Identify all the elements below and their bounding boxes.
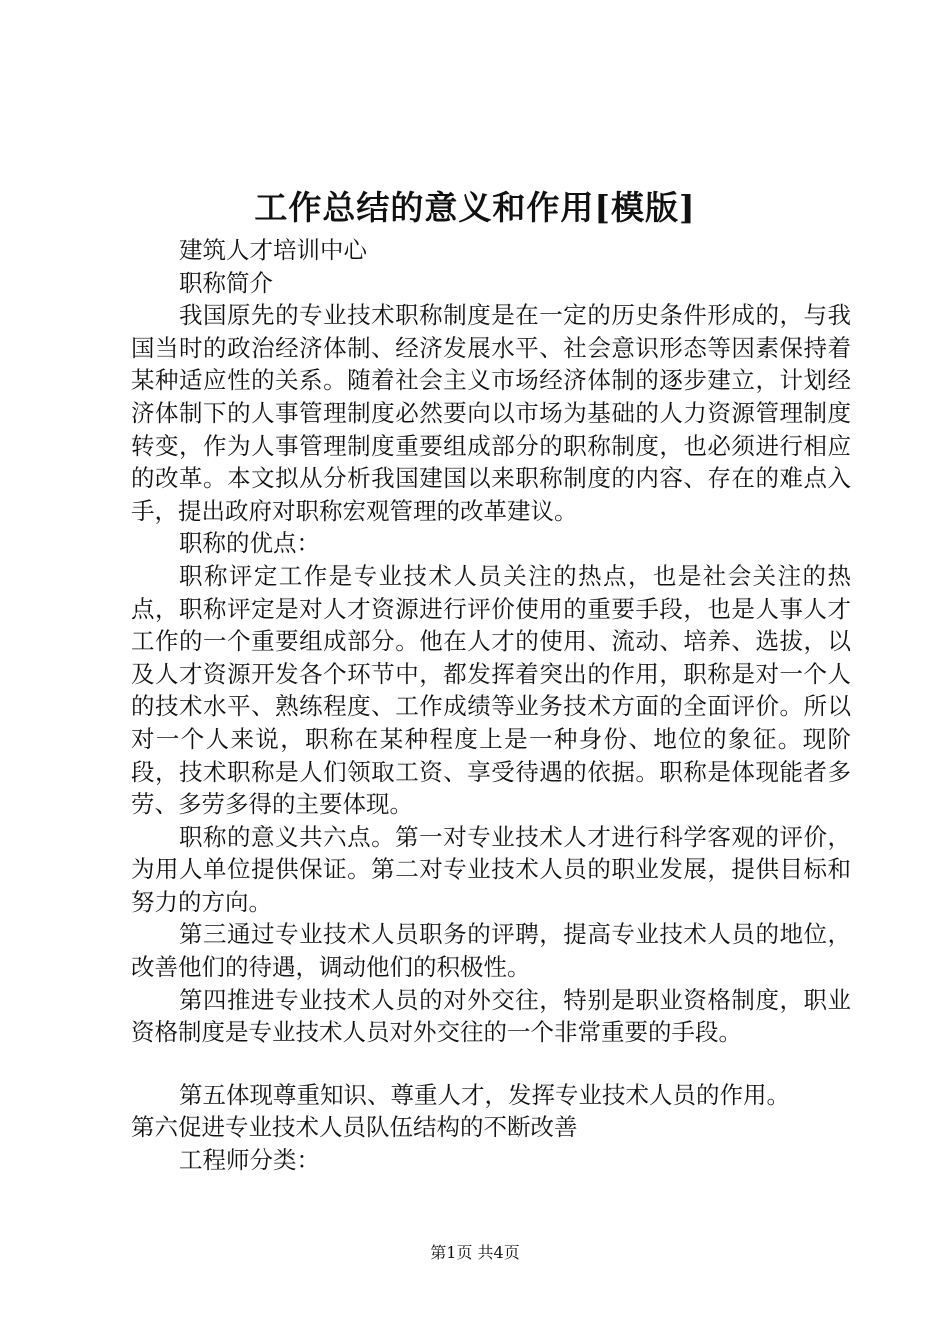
paragraph-significance-6: 第六促进专业技术人员队伍结构的不断改善 [131,1113,578,1142]
paragraph-significance-5: 第五体现尊重知识、尊重人才，发挥专业技术人员的作用。 [179,1080,790,1109]
paragraph-organization: 建筑人才培训中心 [179,236,367,264]
paragraph-section-engineer-types: 工程师分类： [179,1146,320,1175]
paragraph-significance-1-2: 职称的意义共六点。第一对专业技术人才进行科学客观的评价，为用人单位提供保证。第二对专业技术人员的职业发展，提供目标和努力的方向。 [131,822,851,916]
paragraph-section-intro: 职称简介 [179,268,273,297]
paragraph-intro-body: 我国原先的专业技术职称制度是在一定的历史条件形成的，与我国当时的政治经济体制、经济发展水平、社会意识形态等因素保持着某种适应性的关系。随着社会主义市场经济体制的逐步建立，计划经济体制下的人事管理制度必然要向以市场为基础的人力资源管理制度转变，作为人事管理制度重要组成部分的职称制度，也必须进行相应的改革。本文拟从分析我国建国以来职称制度的内容、存在的难点入手，提出政府对职称宏观管理的改革建议。 [131,301,851,525]
paragraph-advantages-body: 职称评定工作是专业技术人员关注的热点，也是社会关注的热点，职称评定是对人才资源进行评价使用的重要手段，也是人事人才工作的一个重要组成部分。他在人才的使用、流动、培养、选拔，以及人才资源开发各个环节中，都发挥着突出的作用，职称是对一个人的技术水平、熟练程度、工作成绩等业务技术方面的全面评价。所以对一个人来说，职称在某种程度上是一种身份、地位的象征。现阶段，技术职称是人们领取工资、享受待遇的依据。职称是体现能者多劳、多劳多得的主要体现。 [131,561,851,819]
document-body [131,234,851,1177]
paragraph-section-advantages: 职称的优点： [179,529,320,558]
page-footer: 第1页 共4页 [430,1243,520,1262]
document-title: 工作总结的意义和作用[模版] [254,188,696,227]
paragraph-significance-4: 第四推进专业技术人员的对外交往，特别是职业资格制度，职业资格制度是专业技术人员对外交往的一个非常重要的手段。 [131,985,851,1047]
paragraph-significance-3: 第三通过专业技术人员职务的评聘，提高专业技术人员的地位，改善他们的待遇，调动他们的积极性。 [131,920,851,982]
